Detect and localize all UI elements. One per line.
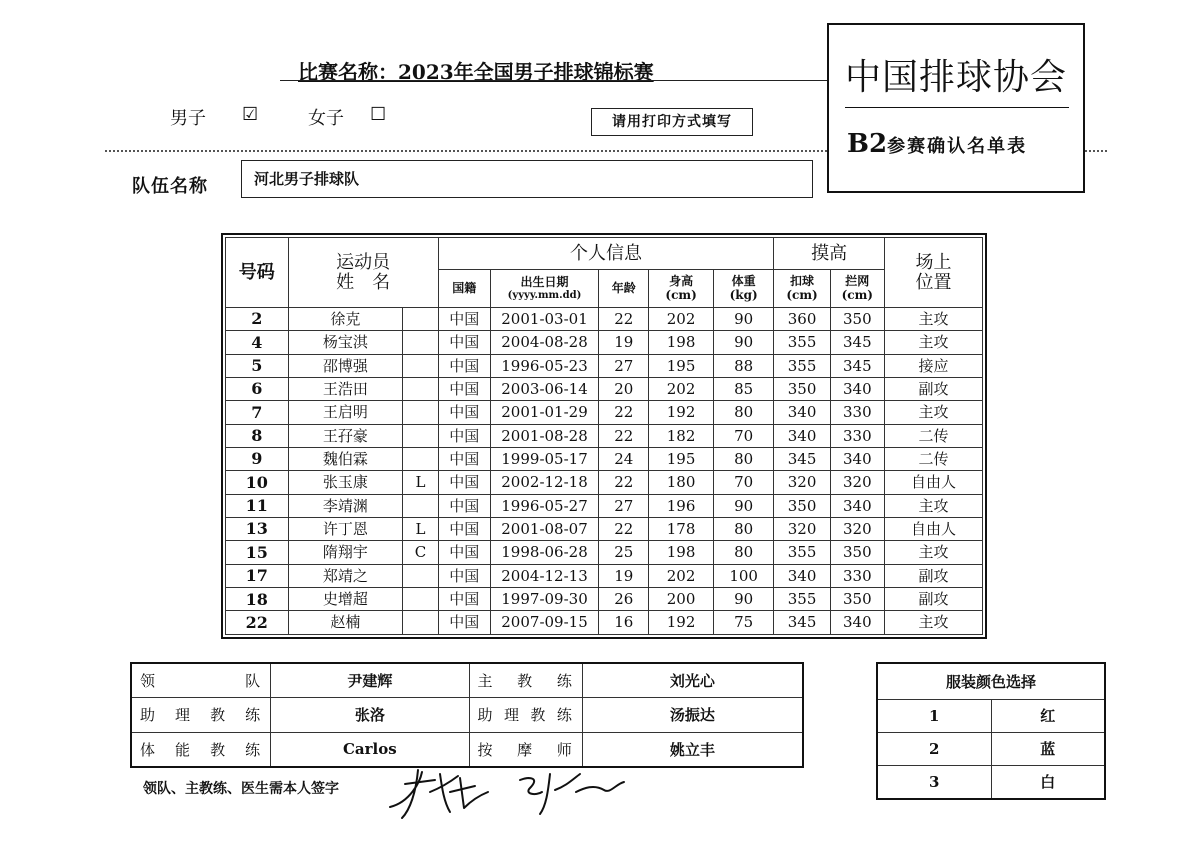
- cell-weight: 70: [713, 471, 774, 494]
- uniform-option-index: 3: [877, 765, 991, 799]
- cell-block: 350: [830, 588, 884, 611]
- assistant-coach2-value[interactable]: 汤振达: [582, 698, 803, 732]
- cell-dob: 2001-08-07: [490, 518, 598, 541]
- dotted-divider: [105, 150, 827, 152]
- cell-nat: 中国: [438, 518, 490, 541]
- table-row: [226, 378, 983, 401]
- form-title: [847, 129, 1027, 159]
- cell-block: 330: [830, 424, 884, 447]
- cell-block: 350: [830, 541, 884, 564]
- cell-spike: 345: [774, 611, 830, 635]
- cell-weight: 90: [713, 494, 774, 517]
- form-code: B2: [847, 129, 888, 159]
- gender-female-label: 女子: [308, 108, 344, 129]
- competition-name: 2023年全国男子排球锦标赛: [398, 60, 654, 84]
- cell-block: 320: [830, 471, 884, 494]
- cell-block: 330: [830, 564, 884, 587]
- cell-dob: 2002-12-18: [490, 471, 598, 494]
- cell-age: 26: [599, 588, 649, 611]
- cell-num: 15: [226, 541, 289, 564]
- cell-dob: 2003-06-14: [490, 378, 598, 401]
- cell-dob: 2001-08-28: [490, 424, 598, 447]
- header-weight-unit: (kg): [729, 287, 758, 302]
- cell-dob: 1998-06-28: [490, 541, 598, 564]
- header-height-label: 身高: [669, 274, 694, 289]
- cell-nat: 中国: [438, 541, 490, 564]
- head-coach-value[interactable]: 刘光心: [582, 663, 803, 698]
- cell-name: 邵博强: [288, 354, 403, 377]
- table-row: [226, 588, 983, 611]
- cell-weight: 90: [713, 308, 774, 331]
- table-row: [226, 424, 983, 447]
- header-athlete-line2: 姓 名: [336, 271, 391, 293]
- uniform-color-title: 服装颜色选择: [877, 663, 1105, 699]
- handwritten-signature: [380, 762, 630, 822]
- cell-block: 330: [830, 401, 884, 424]
- cell-role: [403, 401, 438, 424]
- header-athlete: [288, 238, 438, 308]
- header-position-line1: 场上: [915, 251, 952, 273]
- cell-dob: 2007-09-15: [490, 611, 598, 635]
- cell-num: 17: [226, 564, 289, 587]
- cell-num: 2: [226, 308, 289, 331]
- cell-role: [403, 611, 438, 635]
- table-row: [226, 308, 983, 331]
- cell-pos: 副攻: [884, 588, 982, 611]
- cell-spike: 340: [774, 401, 830, 424]
- cell-pos: 主攻: [884, 331, 982, 354]
- cell-pos: 副攻: [884, 564, 982, 587]
- cell-name: 杨宝淇: [288, 331, 403, 354]
- cell-nat: 中国: [438, 308, 490, 331]
- cell-nat: 中国: [438, 564, 490, 587]
- cell-role: [403, 588, 438, 611]
- cell-block: 340: [830, 378, 884, 401]
- cell-name: 赵楠: [288, 611, 403, 635]
- cell-weight: 88: [713, 354, 774, 377]
- association-rule: [845, 107, 1069, 108]
- cell-num: 8: [226, 424, 289, 447]
- title-rule: [280, 80, 828, 81]
- cell-block: 340: [830, 494, 884, 517]
- fitness-coach-label: 体能教练: [131, 732, 271, 767]
- cell-weight: 70: [713, 424, 774, 447]
- cell-num: 10: [226, 471, 289, 494]
- cell-num: 9: [226, 448, 289, 471]
- cell-num: 11: [226, 494, 289, 517]
- header-number: 号码: [226, 238, 289, 308]
- cell-age: 22: [599, 471, 649, 494]
- cell-spike: 350: [774, 378, 830, 401]
- cell-weight: 100: [713, 564, 774, 587]
- cell-name: 魏伯霖: [288, 448, 403, 471]
- cell-dob: 1999-05-17: [490, 448, 598, 471]
- cell-spike: 360: [774, 308, 830, 331]
- masseur-value[interactable]: 姚立丰: [582, 732, 803, 767]
- cell-role: [403, 308, 438, 331]
- cell-nat: 中国: [438, 611, 490, 635]
- gender-female-checkbox[interactable]: ☐: [370, 104, 387, 125]
- cell-name: 王浩田: [288, 378, 403, 401]
- roster-body: [226, 308, 983, 635]
- uniform-option-color[interactable]: 红: [991, 699, 1105, 732]
- cell-nat: 中国: [438, 424, 490, 447]
- cell-age: 20: [599, 378, 649, 401]
- cell-age: 25: [599, 541, 649, 564]
- gender-male-label: 男子: [170, 108, 206, 129]
- uniform-option-index: 2: [877, 732, 991, 765]
- leader-label: 领 队: [131, 663, 271, 698]
- print-note: 请用打印方式填写: [591, 108, 753, 136]
- cell-weight: 80: [713, 541, 774, 564]
- cell-role: [403, 448, 438, 471]
- form-title-text: 参赛确认名单表: [887, 136, 1028, 157]
- cell-name: 郑靖之: [288, 564, 403, 587]
- cell-nat: 中国: [438, 354, 490, 377]
- association-box: [827, 23, 1085, 193]
- header-position: [884, 238, 982, 308]
- cell-height: 196: [649, 494, 714, 517]
- cell-role: [403, 354, 438, 377]
- cell-dob: 1996-05-23: [490, 354, 598, 377]
- assistant-coach-label: 助理教练: [131, 698, 271, 732]
- cell-role: L: [403, 518, 438, 541]
- cell-dob: 2001-01-29: [490, 401, 598, 424]
- roster-table: [221, 233, 987, 639]
- cell-height: 195: [649, 354, 714, 377]
- fitness-coach-value[interactable]: Carlos: [271, 732, 469, 767]
- dotted-divider: [1085, 150, 1107, 152]
- cell-spike: 320: [774, 471, 830, 494]
- cell-age: 19: [599, 331, 649, 354]
- header-weight-label: 体重: [731, 274, 756, 289]
- cell-nat: 中国: [438, 588, 490, 611]
- team-name-field[interactable]: 河北男子排球队: [241, 160, 813, 198]
- cell-name: 徐克: [288, 308, 403, 331]
- header-height: [649, 270, 714, 308]
- cell-role: [403, 378, 438, 401]
- assistant-coach-value[interactable]: 张洛: [271, 698, 469, 732]
- table-row: [226, 518, 983, 541]
- table-row: [226, 331, 983, 354]
- cell-weight: 80: [713, 518, 774, 541]
- cell-name: 张玉康: [288, 471, 403, 494]
- header-personal-info: 个人信息: [438, 238, 774, 270]
- header-position-line2: 位置: [915, 271, 952, 293]
- cell-num: 22: [226, 611, 289, 635]
- cell-role: [403, 424, 438, 447]
- cell-age: 22: [599, 518, 649, 541]
- uniform-option-color[interactable]: 白: [991, 765, 1105, 799]
- cell-name: 隋翔宇: [288, 541, 403, 564]
- cell-pos: 自由人: [884, 518, 982, 541]
- cell-num: 6: [226, 378, 289, 401]
- header-spike-label: 扣球: [790, 274, 815, 289]
- header-dob-label: 出生日期: [520, 275, 569, 290]
- leader-value[interactable]: 尹建辉: [271, 663, 469, 698]
- header-age: 年龄: [599, 270, 649, 308]
- table-row: [226, 401, 983, 424]
- cell-weight: 80: [713, 448, 774, 471]
- cell-num: 7: [226, 401, 289, 424]
- cell-dob: 2001-03-01: [490, 308, 598, 331]
- header-block-unit: (cm): [841, 287, 873, 302]
- cell-spike: 355: [774, 541, 830, 564]
- cell-name: 李靖渊: [288, 494, 403, 517]
- header-spike: [774, 270, 830, 308]
- cell-height: 195: [649, 448, 714, 471]
- cell-nat: 中国: [438, 401, 490, 424]
- table-row: [226, 448, 983, 471]
- uniform-color-table: [876, 662, 1106, 800]
- masseur-label: 按摩师: [469, 732, 582, 767]
- cell-nat: 中国: [438, 448, 490, 471]
- cell-age: 27: [599, 494, 649, 517]
- cell-name: 史增超: [288, 588, 403, 611]
- cell-block: 345: [830, 354, 884, 377]
- cell-nat: 中国: [438, 378, 490, 401]
- cell-height: 202: [649, 308, 714, 331]
- cell-pos: 接应: [884, 354, 982, 377]
- cell-pos: 主攻: [884, 401, 982, 424]
- cell-spike: 340: [774, 424, 830, 447]
- cell-weight: 90: [713, 331, 774, 354]
- cell-height: 182: [649, 424, 714, 447]
- uniform-option-color[interactable]: 蓝: [991, 732, 1105, 765]
- table-row: [226, 541, 983, 564]
- table-row: [226, 611, 983, 635]
- cell-nat: 中国: [438, 331, 490, 354]
- competition-label: 比赛名称：: [298, 60, 398, 84]
- uniform-option-index: 1: [877, 699, 991, 732]
- header-block: [830, 270, 884, 308]
- cell-pos: 二传: [884, 424, 982, 447]
- header-spike-unit: (cm): [786, 287, 818, 302]
- header-block-label: 拦网: [845, 274, 870, 289]
- header-dob-format: (yyyy.mm.dd): [507, 289, 582, 301]
- cell-age: 16: [599, 611, 649, 635]
- cell-age: 24: [599, 448, 649, 471]
- cell-dob: 1997-09-30: [490, 588, 598, 611]
- cell-role: L: [403, 471, 438, 494]
- cell-num: 18: [226, 588, 289, 611]
- cell-spike: 355: [774, 331, 830, 354]
- cell-pos: 主攻: [884, 611, 982, 635]
- cell-block: 350: [830, 308, 884, 331]
- header-reach: 摸高: [774, 238, 885, 270]
- header-athlete-line1: 运动员: [336, 251, 391, 273]
- table-row: [226, 471, 983, 494]
- cell-height: 202: [649, 378, 714, 401]
- cell-role: C: [403, 541, 438, 564]
- cell-age: 22: [599, 401, 649, 424]
- cell-name: 许丁恩: [288, 518, 403, 541]
- cell-weight: 75: [713, 611, 774, 635]
- cell-pos: 主攻: [884, 494, 982, 517]
- cell-age: 22: [599, 308, 649, 331]
- cell-height: 200: [649, 588, 714, 611]
- cell-weight: 90: [713, 588, 774, 611]
- cell-block: 320: [830, 518, 884, 541]
- cell-num: 4: [226, 331, 289, 354]
- cell-height: 192: [649, 611, 714, 635]
- cell-pos: 副攻: [884, 378, 982, 401]
- cell-height: 178: [649, 518, 714, 541]
- cell-block: 340: [830, 448, 884, 471]
- cell-spike: 340: [774, 564, 830, 587]
- cell-weight: 85: [713, 378, 774, 401]
- header-weight: [713, 270, 774, 308]
- cell-dob: 2004-12-13: [490, 564, 598, 587]
- assistant-coach2-label: 助理教练: [469, 698, 582, 732]
- cell-spike: 350: [774, 494, 830, 517]
- signature-note: 领队、主教练、医生需本人签字: [143, 781, 339, 797]
- table-row: [226, 494, 983, 517]
- cell-role: [403, 564, 438, 587]
- header-nationality: 国籍: [438, 270, 490, 308]
- header-dob: [490, 270, 598, 308]
- cell-height: 202: [649, 564, 714, 587]
- cell-height: 192: [649, 401, 714, 424]
- cell-nat: 中国: [438, 471, 490, 494]
- cell-nat: 中国: [438, 494, 490, 517]
- cell-dob: 1996-05-27: [490, 494, 598, 517]
- cell-weight: 80: [713, 401, 774, 424]
- staff-table: [130, 662, 804, 768]
- cell-height: 198: [649, 541, 714, 564]
- cell-dob: 2004-08-28: [490, 331, 598, 354]
- cell-spike: 355: [774, 354, 830, 377]
- cell-num: 13: [226, 518, 289, 541]
- cell-block: 340: [830, 611, 884, 635]
- cell-age: 19: [599, 564, 649, 587]
- cell-name: 王启明: [288, 401, 403, 424]
- cell-name: 王孖豪: [288, 424, 403, 447]
- cell-spike: 345: [774, 448, 830, 471]
- cell-height: 180: [649, 471, 714, 494]
- cell-age: 22: [599, 424, 649, 447]
- cell-pos: 自由人: [884, 471, 982, 494]
- cell-age: 27: [599, 354, 649, 377]
- association-name: 中国排球协会: [844, 57, 1067, 98]
- cell-spike: 320: [774, 518, 830, 541]
- team-label: 队伍名称: [132, 176, 208, 197]
- table-row: [226, 354, 983, 377]
- cell-spike: 355: [774, 588, 830, 611]
- cell-role: [403, 331, 438, 354]
- cell-pos: 主攻: [884, 541, 982, 564]
- cell-role: [403, 494, 438, 517]
- gender-male-checkbox[interactable]: ☑: [242, 104, 259, 125]
- cell-num: 5: [226, 354, 289, 377]
- head-coach-label: 主教练: [469, 663, 582, 698]
- table-row: [226, 564, 983, 587]
- cell-height: 198: [649, 331, 714, 354]
- cell-block: 345: [830, 331, 884, 354]
- header-height-unit: (cm): [665, 287, 697, 302]
- cell-pos: 二传: [884, 448, 982, 471]
- cell-pos: 主攻: [884, 308, 982, 331]
